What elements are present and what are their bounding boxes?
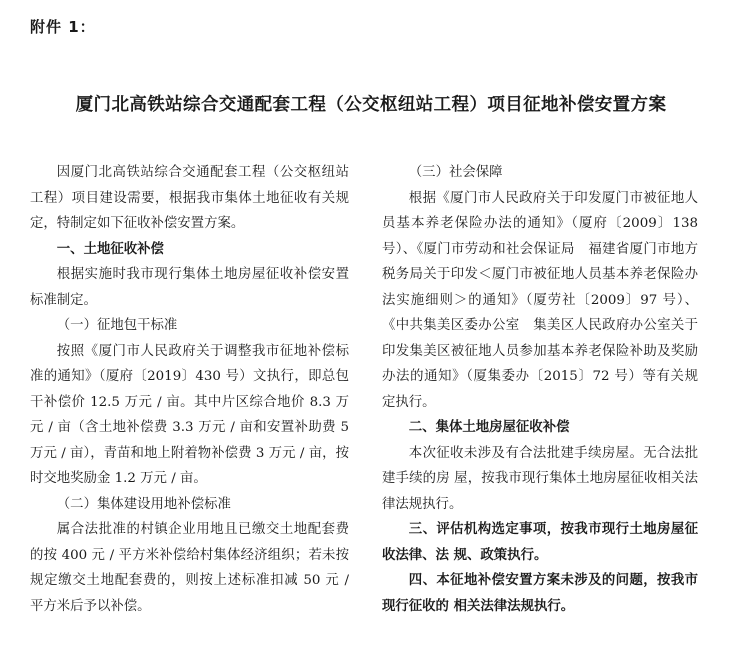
- section-2-text: 本次征收未涉及有合法批建手续房屋。无合法批建手续的房 屋，按我市现行集体土地房屋征收相关法律法规执行。: [382, 445, 698, 512]
- section-1-1-heading: （一）征地包干标准: [56, 318, 178, 333]
- section-2-heading: 二、集体土地房屋征收补偿: [408, 420, 570, 435]
- section-1-text: 根据实施时我市现行集体土地房屋征收补偿安置标准制定。: [30, 267, 349, 308]
- section-4-paragraph: 四、本征地补偿安置方案未涉及的问题，按我市现行征收的 相关法律法规执行。: [382, 573, 698, 614]
- section-1-3-heading: （三）社会保障: [408, 165, 503, 180]
- section-1-2-text: 属合法批准的村镇企业用地且已缴交土地配套费的按 400 元 / 平方米补偿给村集体经济组织；若未按规定缴交土地配套费的，则按上述标准扣减 50 元 / 平方米后予以补偿。: [30, 522, 349, 614]
- section-1-2-heading: （二）集体建设用地补偿标准: [56, 496, 231, 512]
- right-column: [382, 160, 698, 619]
- intro-paragraph: 因厦门北高铁站综合交通配套工程（公交枢纽站工程）项目建设需要，根据我市集体土地征收有关规定，特制定如下征收补偿安置方案。: [30, 165, 349, 231]
- section-1-1-text: 按照《厦门市人民政府关于调整我市征地补偿标准的通知》（厦府〔2019〕430 号）文执行，即总包干补偿价 12.5 万元 / 亩。其中片区综合地价 8.3 万元 / 亩（含土地补偿费 3.3 万元 / 亩和安置补助费 5 万元 / 亩），青苗和地上附着物补偿费 3 万元 / 亩，按时交地奖励金 1.2 万元 / 亩。: [30, 343, 349, 486]
- attachment-label: 附件 1：: [30, 18, 96, 36]
- left-column: [30, 160, 349, 619]
- section-1-3-text: 根据《厦门市人民政府关于印发厦门市被征地人员基本养老保险办法的通知》（厦府〔2009〕138 号）、《厦门市劳动和社会保证局 福建省厦门市地方税务局关于印发＜厦门市被征地人员基本养老保险办法实施细则＞的通知》（厦劳社〔2009〕97 号）、《中共集美区委办公室 集美区人民政府办公室关于印发集美区被征地人员参加基本养老保险补助及奖励办法的通知》（厦集委办〔2015〕72 号）等有关规定执行。: [382, 190, 698, 410]
- section-3-paragraph: 三、评估机构选定事项，按我市现行土地房屋征收法律、法 规、政策执行。: [382, 522, 698, 563]
- document-title: 厦门北高铁站综合交通配套工程（公交枢纽站工程）项目征地补偿安置方案: [75, 95, 667, 115]
- section-1-heading: 一、土地征收补偿: [56, 241, 164, 257]
